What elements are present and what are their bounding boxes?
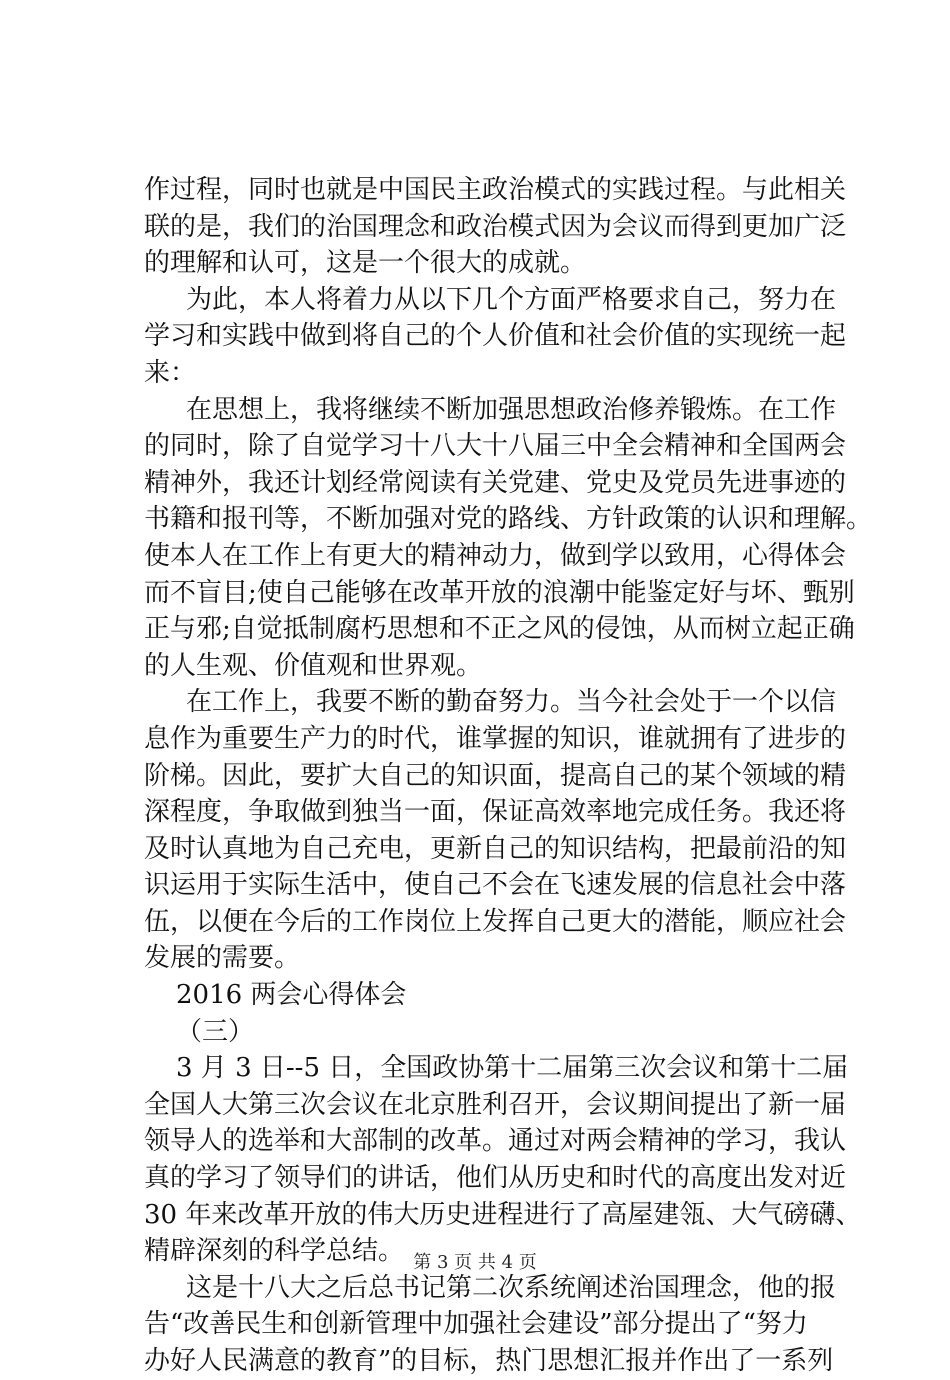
text-line: 告“改善民生和创新管理中加强社会建设”部分提出了“努力 — [144, 1309, 808, 1340]
section-number: （三） — [176, 1016, 255, 1047]
text-line: 而不盲目;使自己能够在改革开放的浪潮中能鉴定好与坏、甄别 — [144, 577, 855, 608]
text-line: 书籍和报刊等，不断加强对党的路线、方针政策的认识和理解。 — [144, 504, 873, 535]
text-line: 息作为重要生产力的时代，谁掌握的知识，谁就拥有了进步的 — [144, 723, 847, 754]
page-number-footer: 第 3 页 共 4 页 — [413, 1252, 537, 1273]
text-line: 发展的需要。 — [144, 943, 301, 974]
text-line: 作过程，同时也就是中国民主政治模式的实践过程。与此相关 — [144, 175, 847, 205]
text-line: 阶梯。因此，要扩大自己的知识面，提高自己的某个领域的精 — [144, 760, 847, 791]
text-line: 深程度，争取做到独当一面，保证高效率地完成任务。我还将 — [144, 797, 847, 828]
text-line: 识运用于实际生活中，使自己不会在飞速发展的信息社会中落 — [144, 870, 847, 901]
text-line: 的理解和认可，这是一个很大的成就。 — [144, 248, 587, 279]
section-heading: 2016 两会心得体会 — [176, 980, 407, 1011]
text-line: 办好人民满意的教育”的目标，热门思想汇报并作出了一系列 — [144, 1346, 834, 1376]
text-line: 来： — [144, 357, 197, 388]
text-line: 30 年来改革开放的伟大历史进程进行了高屋建瓴、大气磅礴、 — [144, 1199, 862, 1230]
text-line: 真的学习了领导们的讲话，他们从历史和时代的高度出发对近 — [144, 1163, 847, 1194]
text-line: 的同时，除了自觉学习十八大十八届三中全会精神和全国两会 — [144, 431, 847, 462]
paragraph-start-line: 在思想上，我将继续不断加强思想政治修养锻炼。在工作 — [186, 394, 837, 425]
text-line: 领导人的选举和大部制的改革。通过对两会精神的学习，我认 — [144, 1126, 847, 1157]
text-line: 学习和实践中做到将自己的个人价值和社会价值的实现统一起 — [144, 321, 847, 352]
paragraph-start-line: 为此，本人将着力从以下几个方面严格要求自己，努力在 — [186, 284, 837, 315]
text-line: 精神外，我还计划经常阅读有关党建、党史及党员先进事迹的 — [144, 467, 847, 498]
text-line: 正与邪;自觉抵制腐朽思想和不正之风的侵蚀，从而树立起正确 — [144, 614, 855, 645]
text-line: 的人生观、价值观和世界观。 — [144, 650, 483, 681]
text-line: 及时认真地为自己充电，更新自己的知识结构，把最前沿的知 — [144, 833, 847, 864]
text-line: 联的是，我们的治国理念和政治模式因为会议而得到更加广泛 — [144, 211, 847, 242]
text-line: 使本人在工作上有更大的精神动力，做到学以致用，心得体会 — [144, 540, 847, 571]
paragraph-start-line: 这是十八大之后总书记第二次系统阐述治国理念，他的报 — [186, 1272, 837, 1303]
text-line: 精辟深刻的科学总结。 — [144, 1236, 405, 1267]
text-line: 全国人大第三次会议在北京胜利召开，会议期间提出了新一届 — [144, 1089, 847, 1120]
text-line: 伍，以便在今后的工作岗位上发挥自己更大的潜能，顺应社会 — [144, 906, 847, 937]
paragraph-start-line: 在工作上，我要不断的勤奋努力。当今社会处于一个以信 — [186, 687, 837, 718]
body-text — [144, 172, 873, 1380]
paragraph-start-line: 3 月 3 日--5 日，全国政协第十二届第三次会议和第十二届 — [176, 1053, 849, 1084]
